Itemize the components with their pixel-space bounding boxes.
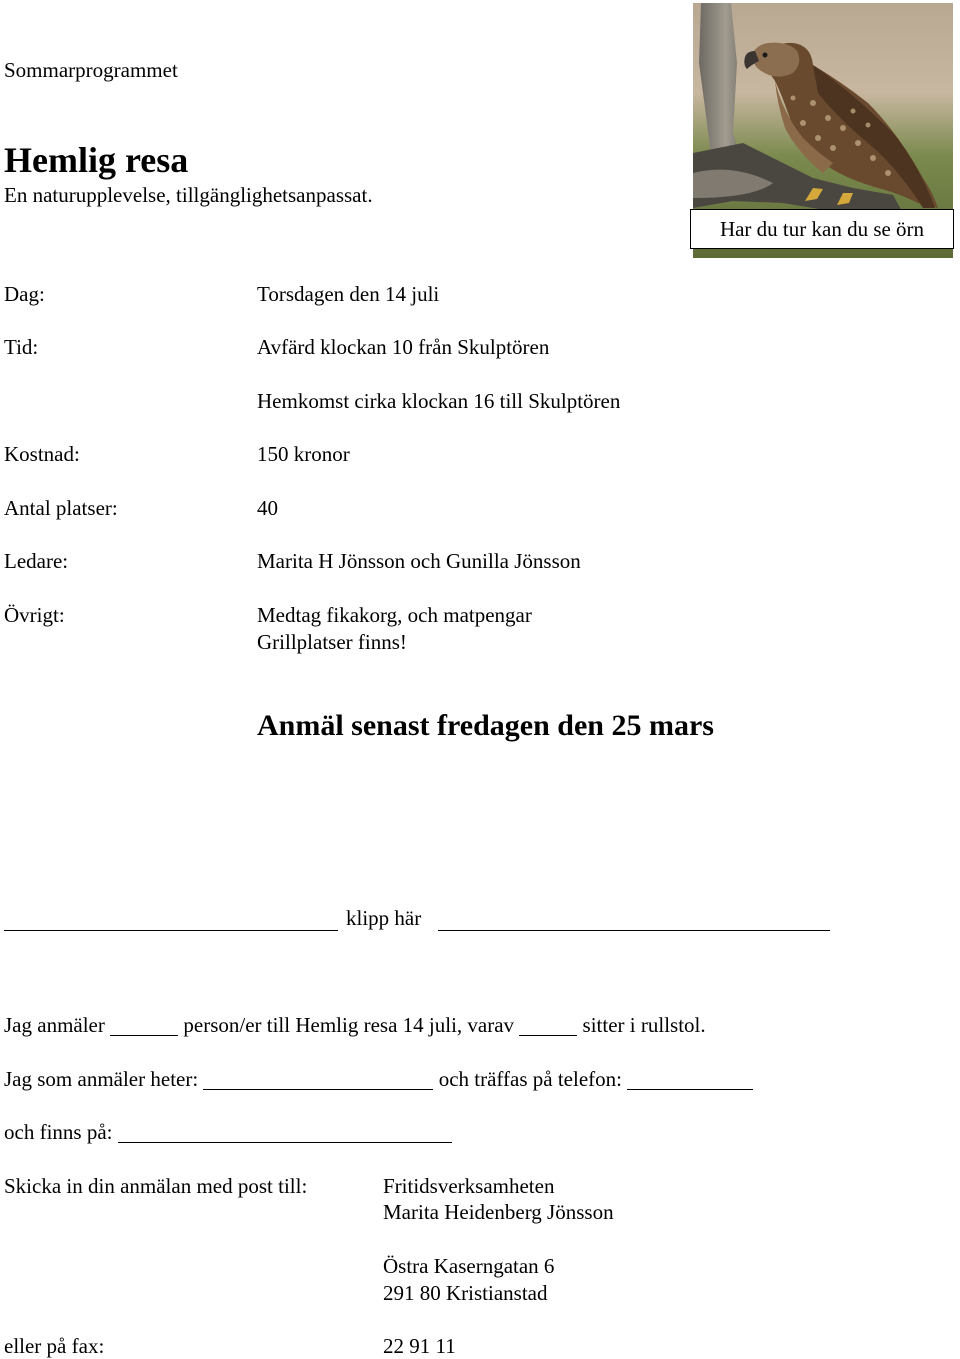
program-label: Sommarprogrammet (4, 58, 178, 82)
page-title: Hemlig resa (4, 140, 189, 180)
fax-label: eller på fax: (4, 1334, 105, 1358)
form-text: Jag som anmäler heter: (4, 1067, 199, 1091)
other-label: Övrigt: (4, 603, 65, 627)
day-value: Torsdagen den 14 juli (257, 282, 440, 306)
form-line-contact (4, 1067, 753, 1092)
leaders-label: Ledare: (4, 549, 69, 573)
page-subtitle: En naturupplevelse, tillgänglighetsanpassat. (4, 183, 373, 207)
form-text: och finns på: (4, 1120, 113, 1144)
seats-label: Antal platser: (4, 496, 118, 520)
photo-caption: Har du tur kan du se örn (690, 209, 954, 249)
cost-value: 150 kronor (257, 442, 350, 466)
form-text: person/er till Hemlig resa 14 juli, varav (183, 1013, 515, 1037)
cut-line-left (4, 930, 338, 931)
mailing-label: Skicka in din anmälan med post till: (4, 1174, 308, 1198)
name-field[interactable] (203, 1068, 433, 1090)
fax-value: 22 91 11 (383, 1334, 456, 1358)
address-field[interactable] (118, 1121, 452, 1143)
wheelchair-count-field[interactable] (519, 1014, 577, 1036)
form-line-count (4, 1013, 706, 1038)
other-value-2: Grillplatser finns! (257, 630, 407, 654)
time-return: Hemkomst cirka klockan 16 till Skulptören (257, 389, 621, 413)
form-line-address (4, 1120, 452, 1145)
form-text: sitter i rullstol. (582, 1013, 706, 1037)
mailing-recipient-2: Marita Heidenberg Jönsson (383, 1200, 614, 1224)
seats-value: 40 (257, 496, 278, 520)
mailing-recipient-1: Fritidsverksamheten (383, 1174, 555, 1198)
cut-line-right (438, 930, 830, 931)
other-value-1: Medtag fikakorg, och matpengar (257, 603, 532, 627)
form-text: Jag anmäler (4, 1013, 105, 1037)
day-label: Dag: (4, 282, 45, 306)
time-departure: Avfärd klockan 10 från Skulptören (257, 335, 550, 359)
signup-deadline: Anmäl senast fredagen den 25 mars (257, 709, 714, 742)
mailing-city: 291 80 Kristianstad (383, 1281, 548, 1305)
persons-count-field[interactable] (110, 1014, 178, 1036)
cost-label: Kostnad: (4, 442, 80, 466)
form-text: och träffas på telefon: (438, 1067, 622, 1091)
mailing-street: Östra Kaserngatan 6 (383, 1254, 555, 1278)
leaders-value: Marita H Jönsson och Gunilla Jönsson (257, 549, 581, 573)
cut-label: klipp här (346, 906, 422, 930)
time-label: Tid: (4, 335, 39, 359)
phone-field[interactable] (627, 1068, 753, 1090)
